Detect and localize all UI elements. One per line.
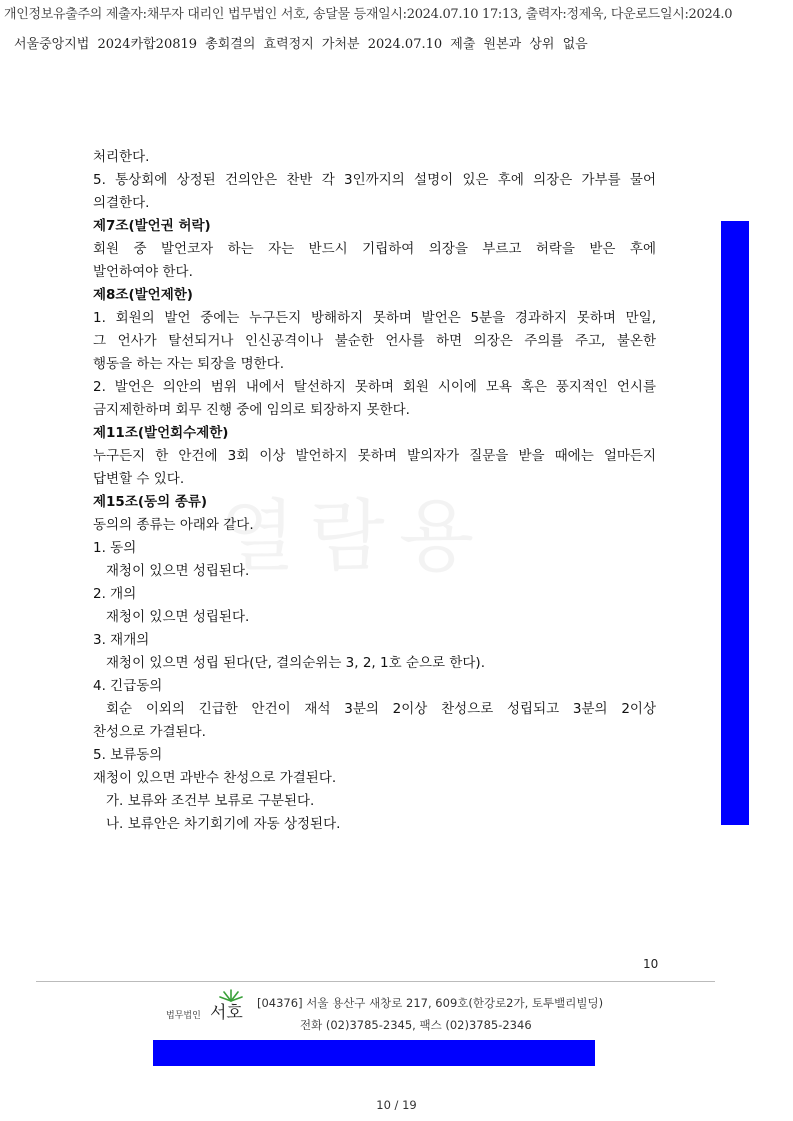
- body-line: 행동을 하는 자는 퇴장을 명한다.: [93, 356, 284, 372]
- article-7-title: 제7조(발언권 허락): [93, 218, 211, 234]
- list-item-title: 2. 개의: [93, 586, 137, 602]
- firm-logo: [166, 990, 248, 1026]
- body-line: 누구든지 한 안건에 3회 이상 발언하지 못하며 발의자가 질문을 받을 때에는 얼마든지: [93, 448, 656, 464]
- list-item-title: 5. 보류동의: [93, 747, 163, 763]
- list-item-desc: 찬성으로 가결된다.: [93, 724, 206, 740]
- provenance-header: 개인정보유출주의 제출자:채무자 대리인 법무법인 서호, 송달물 등재일시:2024.07.10 17:13, 출력자:정제욱, 다운로드일시:2024.0: [4, 7, 733, 22]
- article-8-title: 제8조(발언제한): [93, 287, 193, 303]
- case-header: 서울중앙지법 2024카합20819 총회결의 효력정지 가처분 2024.07.10 제출 원본과 상위 없음: [14, 37, 588, 52]
- firm-address: [04376] 서울 용산구 새창로 217, 609호(한강로2가, 토투밸리빌딩): [257, 996, 604, 1010]
- body-line: 2. 발언은 의안의 범위 내에서 탈선하지 못하며 회원 시이에 모욕 혹은 풍지적인 언시를: [93, 379, 656, 395]
- footer-divider: [36, 981, 715, 982]
- list-item-title: 3. 재개의: [93, 632, 150, 648]
- body-line: 동의의 종류는 아래와 같다.: [93, 517, 254, 533]
- list-item-desc: 회순 이외의 긴급한 안건이 재석 3분의 2이상 찬성으로 성립되고 3분의 2이상: [106, 701, 656, 717]
- logo-name: 서호: [210, 1003, 243, 1023]
- sub-item: 가. 보류와 조건부 보류로 구분된다.: [106, 793, 315, 809]
- body-line: 답변할 수 있다.: [93, 471, 185, 487]
- sub-item: 나. 보류안은 차기회기에 자동 상정된다.: [106, 816, 341, 832]
- page-number: 10: [643, 957, 659, 971]
- article-11-title: 제11조(발언회수제한): [93, 425, 229, 441]
- page-count: 10 / 19: [376, 1098, 417, 1112]
- list-item-title: 1. 동의: [93, 540, 137, 556]
- body-line: 발언하여야 한다.: [93, 264, 193, 280]
- body-line: 금지제한하며 회무 진행 중에 임의로 퇴장하지 못한다.: [93, 402, 410, 418]
- body-line: 의결한다.: [93, 195, 150, 211]
- body-line: 처리한다.: [93, 149, 150, 165]
- footer-bar: [153, 1040, 595, 1066]
- article-15-title: 제15조(동의 종류): [93, 494, 208, 510]
- body-line: 회원 중 발언코자 하는 자는 반드시 기립하여 의장을 부르고 허락을 받은 후에: [93, 241, 656, 257]
- list-item-desc: 재청이 있으면 과반수 찬성으로 가결된다.: [93, 770, 337, 786]
- document-body: [93, 146, 656, 836]
- side-marker-bar: [721, 221, 749, 825]
- body-line: 그 언사가 탈선되거나 인신공격이나 불순한 언사를 하면 의장은 주의를 주고, 불온한: [93, 333, 656, 349]
- list-item-desc: 재청이 있으면 성립 된다(단, 결의순위는 3, 2, 1호 순으로 한다).: [106, 655, 485, 671]
- body-line: 5. 통상회에 상정된 건의안은 찬반 각 3인까지의 설명이 있은 후에 의장은 가부를 물어: [93, 172, 656, 188]
- body-line: 1. 회원의 발언 중에는 누구든지 방해하지 못하며 발언은 5분을 경과하지 못하며 만일,: [93, 310, 656, 326]
- logo-label: 법무법인: [166, 1011, 201, 1021]
- list-item-desc: 재청이 있으면 성립된다.: [106, 563, 250, 579]
- list-item-desc: 재청이 있으면 성립된다.: [106, 609, 250, 625]
- list-item-title: 4. 긴급동의: [93, 678, 163, 694]
- firm-contact: 전화 (02)3785-2345, 팩스 (02)3785-2346: [300, 1018, 532, 1032]
